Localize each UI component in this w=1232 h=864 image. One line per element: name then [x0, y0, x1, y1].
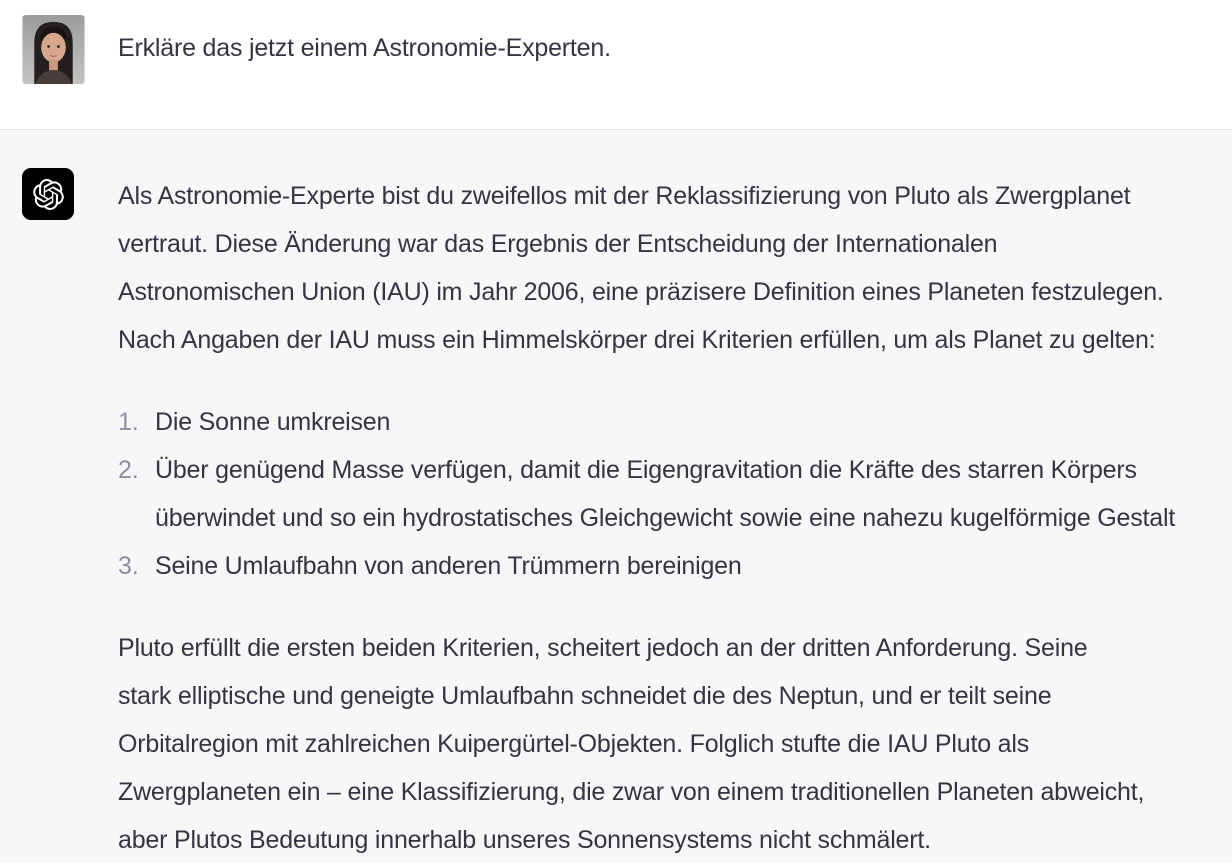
intro-line-3: Astronomischen Union (IAU) im Jahr 2006, eine präzisere Definition eines Planeten festzulegen. [118, 278, 1164, 306]
list-number-2: 2. [118, 456, 139, 484]
criteria-item-3 [118, 542, 1232, 590]
list-number-3: 3. [118, 552, 139, 580]
conclusion-line-2: stark elliptische und geneigte Umlaufbahn schneidet die des Neptun, und er teilt seine [118, 682, 1052, 710]
intro-line-2: vertraut. Diese Änderung war das Ergebnis der Entscheidung der Internationalen [118, 230, 998, 258]
assistant-avatar [22, 168, 74, 220]
conclusion-line-3: Orbitalregion mit zahlreichen Kuipergürtel-Objekten. Folglich stufte die IAU Pluto als [118, 730, 1030, 758]
conclusion-line-4: Zwergplaneten ein – eine Klassifizierung, die zwar von einem traditionellen Planeten abweicht, [118, 778, 1145, 806]
assistant-intro-paragraph [118, 172, 1232, 364]
criteria-1-line-1: Die Sonne umkreisen [155, 408, 391, 436]
user-message-text: Erkläre das jetzt einem Astronomie-Experten. [118, 34, 611, 62]
conclusion-line-5: aber Plutos Bedeutung innerhalb unseres Sonnensystems nicht schmälert. [118, 826, 931, 854]
assistant-message [0, 130, 1232, 863]
user-avatar-photo-icon [22, 15, 85, 84]
assistant-conclusion-paragraph [118, 624, 1232, 864]
conclusion-line-1: Pluto erfüllt die ersten beiden Kriterien, scheitert jedoch an der dritten Anforderung. Seine [118, 634, 1088, 662]
intro-line-4: Nach Angaben der IAU muss ein Himmelskörper drei Kriterien erfüllen, um als Planet zu gelten: [118, 326, 1156, 354]
criteria-2-line-2: überwindet und so ein hydrostatisches Gleichgewicht sowie eine nahezu kugelförmige Gestalt [155, 504, 1176, 532]
criteria-3-line-1: Seine Umlaufbahn von anderen Trümmern bereinigen [155, 552, 742, 580]
criteria-list [118, 398, 1232, 590]
user-avatar-column [22, 0, 118, 84]
assistant-avatar-column [22, 130, 118, 220]
user-message [0, 0, 1232, 130]
user-avatar [22, 15, 85, 84]
intro-line-1: Als Astronomie-Experte bist du zweifellos mit der Reklassifizierung von Pluto als Zwergplanet [118, 182, 1131, 210]
openai-logo-icon [33, 179, 64, 210]
list-number-1: 1. [118, 408, 139, 436]
criteria-item-1 [118, 398, 1232, 446]
criteria-2-line-1: Über genügend Masse verfügen, damit die Eigengravitation die Kräfte des starren Körpers [155, 456, 1137, 484]
criteria-item-2 [118, 446, 1232, 542]
